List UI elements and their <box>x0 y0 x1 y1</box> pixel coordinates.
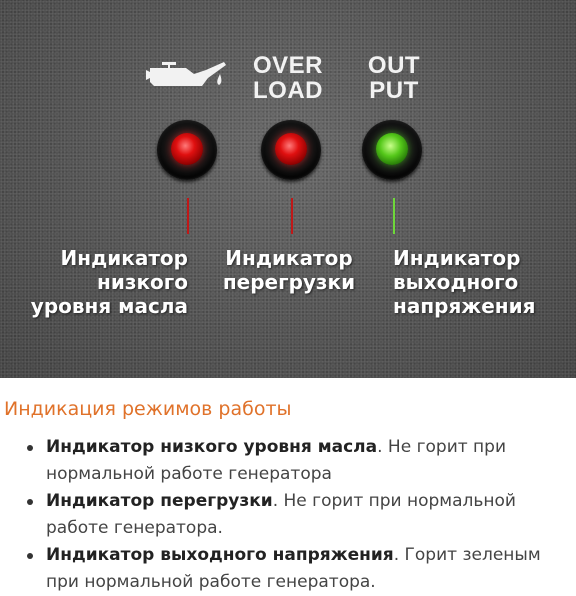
low-oil-label-line3: уровня масла <box>30 294 188 318</box>
output-label-line3: напряжения <box>393 294 536 318</box>
output-indicator-lamp <box>362 120 422 180</box>
output-pointer-line <box>393 198 395 234</box>
low-oil-indicator-lamp <box>157 120 217 180</box>
list-item <box>0 542 576 596</box>
list-item-bold: Индикатор перегрузки <box>46 491 273 511</box>
list-item-bold: Индикатор выходного напряжения <box>46 545 394 565</box>
low-oil-label-line1: Индикатор <box>60 246 188 270</box>
list-item-text: . Не горит при нормальной работе генератора <box>46 437 507 484</box>
overload-caption <box>246 53 330 103</box>
list-item <box>0 488 576 542</box>
overload-indicator-lamp <box>261 120 321 180</box>
oil-pointer-line <box>187 198 189 234</box>
list-item-text: . Горит зеленым при нормальной работе генератора. <box>46 545 541 592</box>
low-oil-indicator-label <box>22 246 188 318</box>
overload-caption-line1: OVER <box>252 52 323 79</box>
red-light-icon <box>275 133 307 165</box>
list-item <box>0 434 576 488</box>
indicator-description-list <box>0 434 576 596</box>
section-title: Индикация режимов работы <box>4 398 292 420</box>
green-light-icon <box>376 133 408 165</box>
output-caption-line1: OUT <box>367 52 421 79</box>
output-label-line1: Индикатор <box>393 246 521 270</box>
output-indicator-label <box>393 246 563 318</box>
overload-pointer-line <box>291 198 293 234</box>
overload-caption-line2: LOAD <box>253 77 323 104</box>
output-label-line2: выходного <box>393 270 519 294</box>
list-item-text: . Не горит при нормальной работе генератора. <box>46 491 516 538</box>
list-item-bold: Индикатор низкого уровня масла <box>46 437 378 457</box>
overload-label-line1: Индикатор <box>225 246 353 270</box>
low-oil-label-line2: низкого <box>97 270 188 294</box>
oil-can-icon <box>146 56 230 96</box>
red-light-icon <box>171 133 203 165</box>
overload-label-line2: перегрузки <box>222 270 356 294</box>
output-caption <box>352 53 436 103</box>
overload-indicator-label <box>214 246 364 294</box>
output-caption-line2: PUT <box>369 77 419 104</box>
